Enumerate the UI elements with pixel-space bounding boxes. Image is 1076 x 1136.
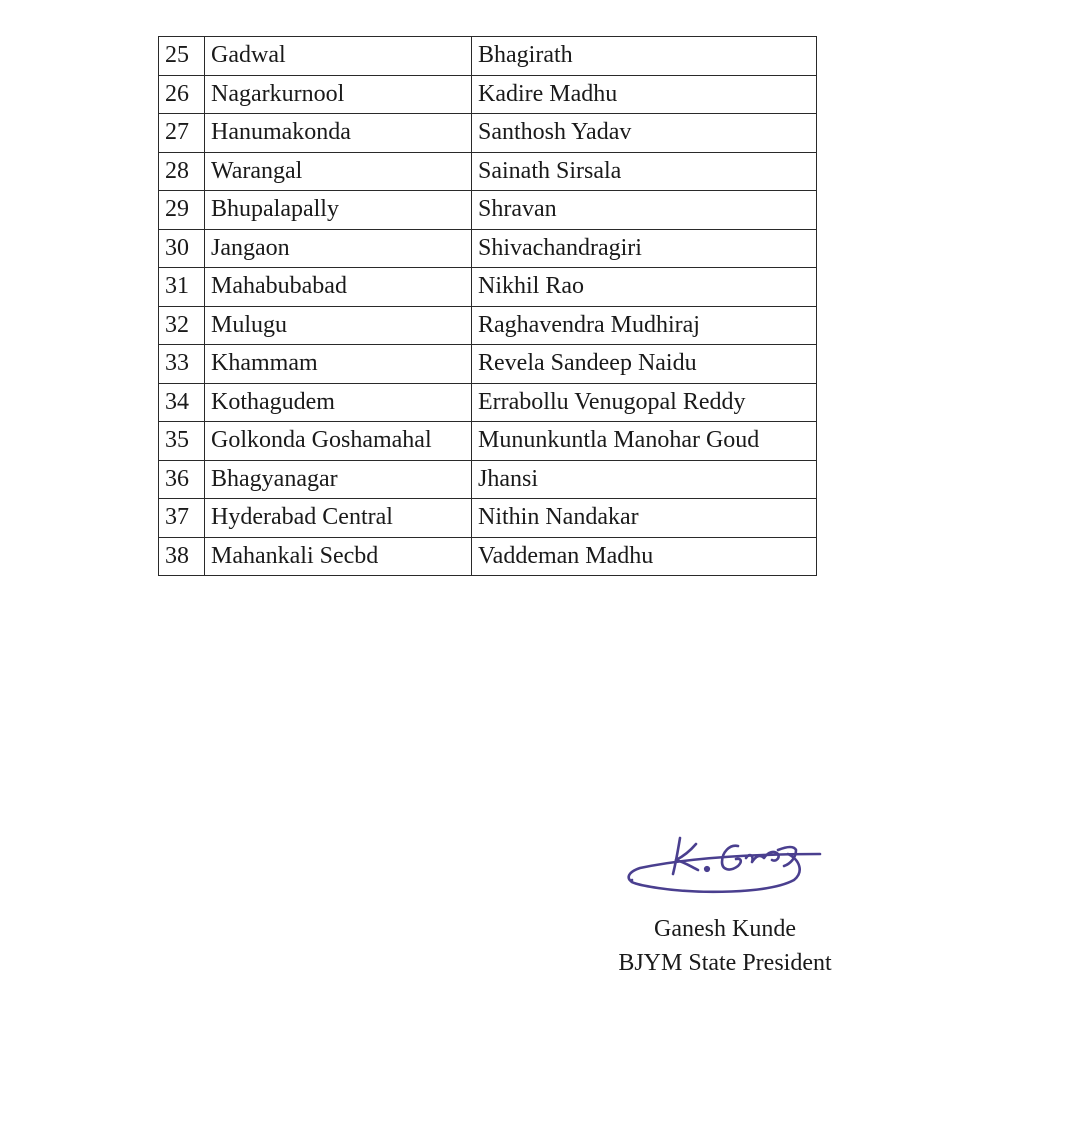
- member-name-cell: Bhagirath: [472, 37, 817, 76]
- member-name-cell: Nithin Nandakar: [472, 499, 817, 538]
- member-name-cell: Shravan: [472, 191, 817, 230]
- table-row: [159, 422, 817, 461]
- serial-number-cell: 38: [159, 537, 205, 576]
- member-name-cell: Errabollu Venugopal Reddy: [472, 383, 817, 422]
- roster-body: [159, 37, 817, 576]
- signatory-block: [560, 912, 890, 980]
- member-name-cell: Vaddeman Madhu: [472, 537, 817, 576]
- district-cell: Mahankali Secbd: [205, 537, 472, 576]
- member-name-cell: Shivachandragiri: [472, 229, 817, 268]
- district-cell: Kothagudem: [205, 383, 472, 422]
- table-row: [159, 537, 817, 576]
- serial-number-cell: 36: [159, 460, 205, 499]
- serial-number-cell: 35: [159, 422, 205, 461]
- district-cell: Warangal: [205, 152, 472, 191]
- district-roster-table: [158, 36, 817, 576]
- district-cell: Hyderabad Central: [205, 499, 472, 538]
- district-cell: Jangaon: [205, 229, 472, 268]
- member-name-cell: Nikhil Rao: [472, 268, 817, 307]
- handwritten-signature: [618, 824, 828, 900]
- table-row: [159, 152, 817, 191]
- member-name-cell: Kadire Madhu: [472, 75, 817, 114]
- serial-number-cell: 28: [159, 152, 205, 191]
- district-cell: Gadwal: [205, 37, 472, 76]
- serial-number-cell: 32: [159, 306, 205, 345]
- serial-number-cell: 34: [159, 383, 205, 422]
- member-name-cell: Jhansi: [472, 460, 817, 499]
- district-cell: Bhupalapally: [205, 191, 472, 230]
- district-cell: Khammam: [205, 345, 472, 384]
- district-cell: Bhagyanagar: [205, 460, 472, 499]
- table-row: [159, 229, 817, 268]
- table-row: [159, 37, 817, 76]
- table-row: [159, 191, 817, 230]
- table-row: [159, 345, 817, 384]
- district-cell: Hanumakonda: [205, 114, 472, 153]
- serial-number-cell: 33: [159, 345, 205, 384]
- district-cell: Mulugu: [205, 306, 472, 345]
- serial-number-cell: 31: [159, 268, 205, 307]
- member-name-cell: Raghavendra Mudhiraj: [472, 306, 817, 345]
- member-name-cell: Revela Sandeep Naidu: [472, 345, 817, 384]
- serial-number-cell: 26: [159, 75, 205, 114]
- table-row: [159, 306, 817, 345]
- table-row: [159, 75, 817, 114]
- member-name-cell: Santhosh Yadav: [472, 114, 817, 153]
- signatory-name: Ganesh Kunde: [654, 916, 796, 942]
- serial-number-cell: 25: [159, 37, 205, 76]
- table-row: [159, 460, 817, 499]
- serial-number-cell: 27: [159, 114, 205, 153]
- district-cell: Nagarkurnool: [205, 75, 472, 114]
- member-name-cell: Mununkuntla Manohar Goud: [472, 422, 817, 461]
- district-cell: Mahabubabad: [205, 268, 472, 307]
- serial-number-cell: 37: [159, 499, 205, 538]
- district-cell: Golkonda Goshamahal: [205, 422, 472, 461]
- serial-number-cell: 29: [159, 191, 205, 230]
- table-row: [159, 114, 817, 153]
- table-row: [159, 499, 817, 538]
- signatory-title: BJYM State President: [618, 950, 832, 976]
- serial-number-cell: 30: [159, 229, 205, 268]
- table-row: [159, 268, 817, 307]
- table-row: [159, 383, 817, 422]
- member-name-cell: Sainath Sirsala: [472, 152, 817, 191]
